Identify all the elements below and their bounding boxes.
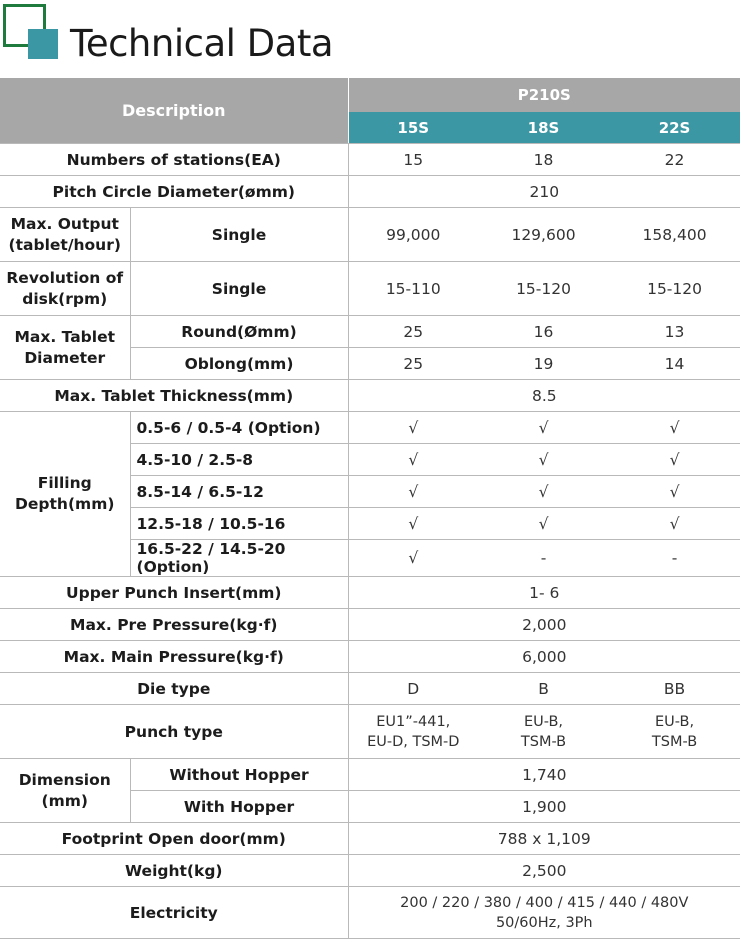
cell-value: √ <box>348 412 478 444</box>
row-sub-label: 12.5-18 / 10.5-16 <box>130 508 348 540</box>
row-label: Max. Pre Pressure(kg·f) <box>0 609 348 641</box>
cell-value: 18 <box>478 144 609 176</box>
cell-value: EU-B, TSM-B <box>609 705 740 759</box>
cell-value: 2,000 <box>348 609 740 641</box>
cell-value: 99,000 <box>348 208 478 262</box>
cell-value: 22 <box>609 144 740 176</box>
table-row <box>0 144 740 176</box>
cell-value: 25 <box>348 316 478 348</box>
cell-value: √ <box>348 444 478 476</box>
table-row <box>0 855 740 887</box>
cell-value: 158,400 <box>609 208 740 262</box>
logo-square-fill <box>28 29 58 59</box>
cell-value: BB <box>609 673 740 705</box>
cell-value: 15-120 <box>478 262 609 316</box>
cell-value: √ <box>478 508 609 540</box>
cell-value: EU1”-441, EU-D, TSM-D <box>348 705 478 759</box>
technical-data-table <box>0 78 740 939</box>
cell-value: √ <box>348 540 478 577</box>
variant-header: 15S <box>348 112 478 144</box>
cell-value: √ <box>478 444 609 476</box>
row-sub-label: 8.5-14 / 6.5-12 <box>130 476 348 508</box>
cell-value: EU-B, TSM-B <box>478 705 609 759</box>
model-header: P210S <box>348 78 740 112</box>
row-sub-label: Single <box>130 208 348 262</box>
row-sub-label: Single <box>130 262 348 316</box>
table-row <box>0 577 740 609</box>
row-label: Numbers of stations(EA) <box>0 144 348 176</box>
cell-value: D <box>348 673 478 705</box>
variant-header: 22S <box>609 112 740 144</box>
cell-value: √ <box>348 476 478 508</box>
cell-value: 19 <box>478 348 609 380</box>
cell-value: 210 <box>348 176 740 208</box>
cell-value: 14 <box>609 348 740 380</box>
row-sub-label: With Hopper <box>130 791 348 823</box>
row-group-label: Revolution of disk(rpm) <box>0 262 130 316</box>
table-row <box>0 412 740 444</box>
page-header <box>0 0 741 78</box>
table-row <box>0 641 740 673</box>
cell-value: √ <box>609 412 740 444</box>
row-label: Max. Tablet Thickness(mm) <box>0 380 348 412</box>
cell-value: √ <box>478 476 609 508</box>
table-row <box>0 380 740 412</box>
cell-value: √ <box>478 412 609 444</box>
cell-value: 8.5 <box>348 380 740 412</box>
row-label: Upper Punch Insert(mm) <box>0 577 348 609</box>
row-group-label: Filling Depth(mm) <box>0 412 130 577</box>
table-row <box>0 609 740 641</box>
row-group-label: Max. Tablet Diameter <box>0 316 130 380</box>
row-sub-label: 0.5-6 / 0.5-4 (Option) <box>130 412 348 444</box>
row-label: Die type <box>0 673 348 705</box>
cell-value: 2,500 <box>348 855 740 887</box>
row-label: Footprint Open door(mm) <box>0 823 348 855</box>
cell-value: 788 x 1,109 <box>348 823 740 855</box>
row-sub-label: Round(Ømm) <box>130 316 348 348</box>
cell-value: 15-120 <box>609 262 740 316</box>
variant-header: 18S <box>478 112 609 144</box>
cell-value: 15-110 <box>348 262 478 316</box>
row-label: Electricity <box>0 887 348 939</box>
row-label: Weight(kg) <box>0 855 348 887</box>
table-row <box>0 176 740 208</box>
table-row <box>0 262 740 316</box>
cell-value: 129,600 <box>478 208 609 262</box>
cell-value: √ <box>609 476 740 508</box>
cell-value: 15 <box>348 144 478 176</box>
cell-value: 16 <box>478 316 609 348</box>
cell-value: 13 <box>609 316 740 348</box>
row-group-label: Dimension (mm) <box>0 759 130 823</box>
row-sub-label: 4.5-10 / 2.5-8 <box>130 444 348 476</box>
row-sub-label: Oblong(mm) <box>130 348 348 380</box>
cell-value: 200 / 220 / 380 / 400 / 415 / 440 / 480V 50/60Hz, 3Ph <box>348 887 740 939</box>
description-header: Description <box>0 78 348 144</box>
table-row <box>0 316 740 348</box>
table-row <box>0 759 740 791</box>
cell-value: 1- 6 <box>348 577 740 609</box>
cell-value: √ <box>609 444 740 476</box>
cell-value: - <box>478 540 609 577</box>
row-group-label: Max. Output (tablet/hour) <box>0 208 130 262</box>
row-sub-label: Without Hopper <box>130 759 348 791</box>
cell-value: √ <box>348 508 478 540</box>
cell-value: √ <box>609 508 740 540</box>
table-row <box>0 673 740 705</box>
table-row <box>0 208 740 262</box>
page-title: Technical Data <box>70 22 334 65</box>
cell-value: 6,000 <box>348 641 740 673</box>
cell-value: 1,900 <box>348 791 740 823</box>
row-label: Pitch Circle Diameter(ømm) <box>0 176 348 208</box>
row-sub-label: 16.5-22 / 14.5-20 (Option) <box>130 540 348 577</box>
table-row <box>0 887 740 939</box>
cell-value: 25 <box>348 348 478 380</box>
table-row <box>0 705 740 759</box>
row-label: Max. Main Pressure(kg·f) <box>0 641 348 673</box>
cell-value: 1,740 <box>348 759 740 791</box>
cell-value: B <box>478 673 609 705</box>
cell-value: - <box>609 540 740 577</box>
table-row <box>0 823 740 855</box>
row-label: Punch type <box>0 705 348 759</box>
